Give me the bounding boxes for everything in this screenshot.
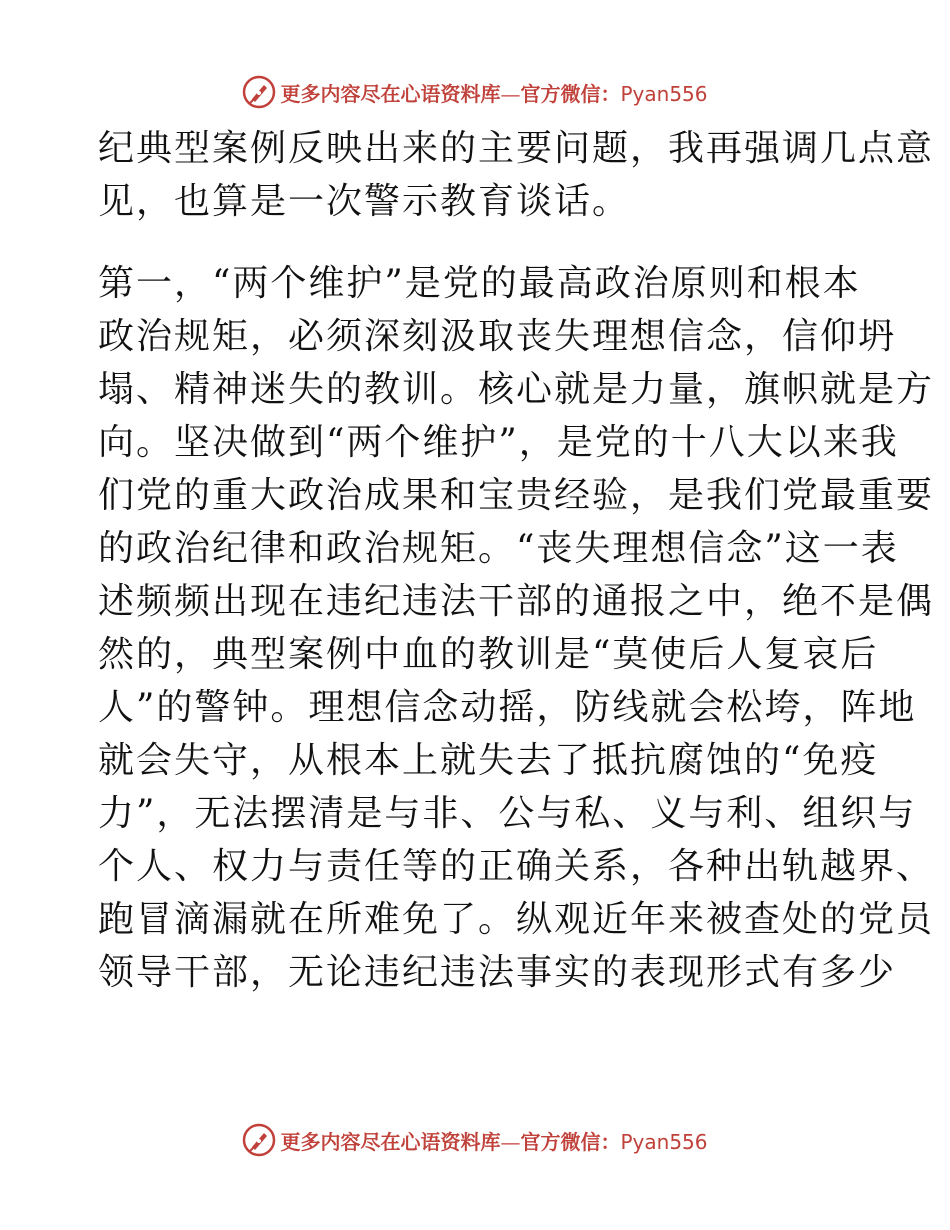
paragraph-1: [98, 122, 935, 228]
text-line: 塌、精神迷失的教训。核心就是力量，旗帜就是方: [98, 369, 935, 410]
text-line: 的政治纪律和政治规矩。“丧失理想信念”这一表: [98, 528, 899, 569]
watermark-text: [280, 1126, 707, 1155]
footer-watermark-banner: [0, 1120, 950, 1160]
pen-nib-logo-icon: [242, 1123, 276, 1157]
text-line: 跑冒滴漏就在所难免了。纵观近年来被查处的党员: [98, 899, 935, 940]
text-line: 们党的重大政治成果和宝贵经验，是我们党最重要: [98, 475, 935, 516]
text-line: 就会失守，从根本上就失去了抵抗腐蚀的“免疫: [98, 740, 879, 781]
text-line: 领导干部，无论违纪违法事实的表现形式有多少: [98, 952, 897, 993]
watermark-separator: —: [500, 1129, 521, 1154]
text-line: 向。坚决做到“两个维护”，是党的十八大以来我: [98, 422, 899, 463]
text-line: 人”的警钟。理想信念动摇，防线就会松垮，阵地: [98, 687, 917, 728]
watermark-account-label: 官方微信：: [520, 1129, 621, 1154]
watermark-text: [280, 78, 707, 107]
watermark-slogan: 更多内容尽在心语资料库: [280, 81, 501, 106]
header-watermark-banner: [0, 72, 950, 112]
watermark-account-id: Pyan556: [620, 81, 708, 106]
text-line: 见，也算是一次警示教育谈话。: [98, 181, 631, 222]
text-line: 政治规矩，必须深刻汲取丧失理想信念，信仰坍: [98, 316, 897, 357]
text-line: 述频频出现在违纪违法干部的通报之中，绝不是偶: [98, 581, 935, 622]
text-line: 纪典型案例反映出来的主要问题，我再强调几点意: [98, 128, 935, 169]
text-line: 第一，“两个维护”是党的最高政治原则和根本: [98, 263, 861, 304]
watermark-separator: —: [500, 81, 521, 106]
text-line: 力”，无法摆清是与非、公与私、义与利、组织与: [98, 793, 917, 834]
paragraph-2: [98, 257, 935, 999]
watermark-account-id: Pyan556: [620, 1129, 708, 1154]
text-line: 然的，典型案例中血的教训是“莫使后人复哀后: [98, 634, 879, 675]
watermark-account-label: 官方微信：: [520, 81, 621, 106]
watermark-slogan: 更多内容尽在心语资料库: [280, 1129, 501, 1154]
pen-nib-logo-icon: [242, 75, 276, 109]
text-line: 个人、权力与责任等的正确关系，各种出轨越界、: [98, 846, 935, 887]
